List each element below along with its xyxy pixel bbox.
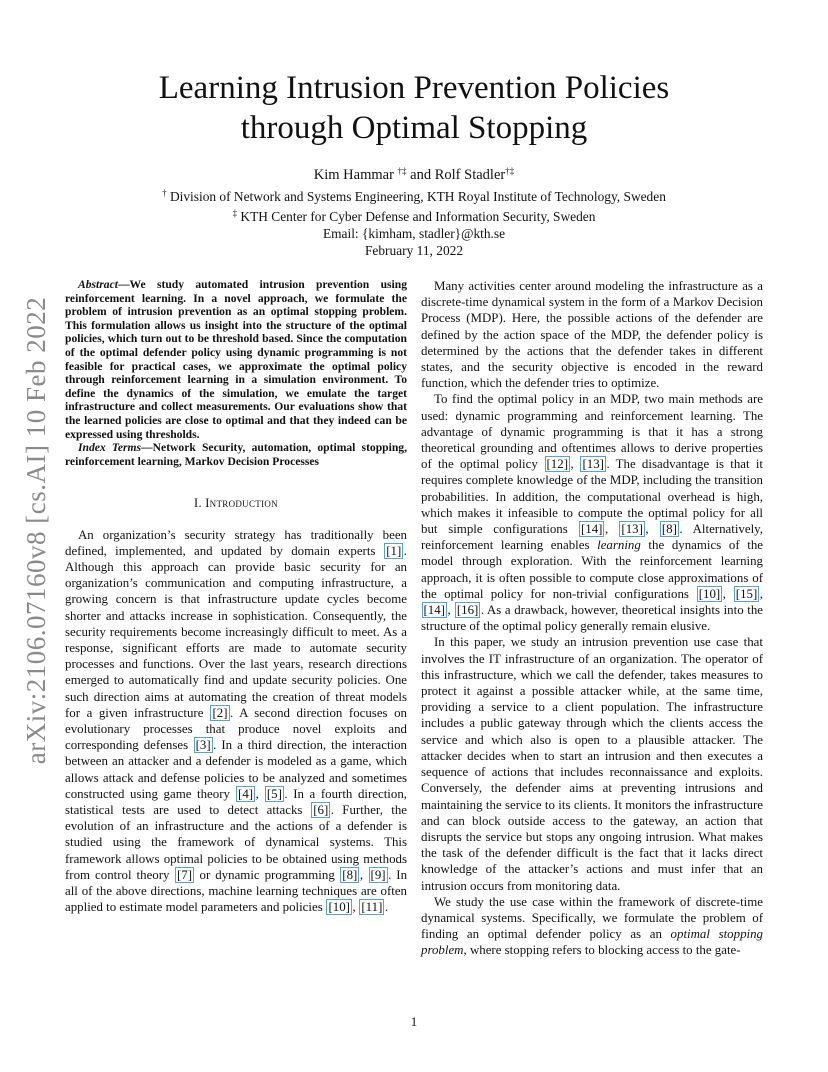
author-line bbox=[66, 162, 762, 185]
section-heading-introduction bbox=[65, 495, 407, 511]
citation-link[interactable]: [7] bbox=[176, 867, 193, 882]
text-run: , bbox=[352, 900, 359, 915]
intro-paragraph-5 bbox=[421, 894, 763, 959]
affiliation-1 bbox=[66, 185, 762, 205]
author-block bbox=[66, 162, 762, 259]
section-title: Introduction bbox=[205, 496, 278, 511]
text-run: To find the optimal policy in an MDP, two main methods are used: dynamic programming and reinforcement learning. The advantage of dynamic programming is that it has a strong theoretical grounding and oftentimes allows to derive properties of the optimal policy bbox=[421, 392, 763, 472]
citation-link[interactable]: [1] bbox=[386, 543, 402, 558]
text-run: , bbox=[759, 586, 764, 601]
text-run: . Further, the evolution of an infrastructure and the actions of a defender is studied using the framework of dynamical systems. This framework allows optimal policies to be obtained using methods from control theory bbox=[65, 802, 407, 882]
intro-paragraph-3 bbox=[421, 391, 763, 634]
citation-link[interactable]: [12] bbox=[546, 457, 568, 472]
author-conjunction: and bbox=[410, 167, 435, 183]
affiliation-2-mark: ‡ bbox=[232, 208, 238, 218]
paper-title-line-2: through Optimal Stopping bbox=[240, 110, 588, 146]
text-run: . Alternatively, reinforcement learning enables bbox=[421, 522, 763, 553]
text-run: . In all of the above directions, machine learning techniques are often applied to estimate model parameters and policies bbox=[65, 867, 408, 915]
affiliation-2 bbox=[66, 205, 762, 225]
emphasis-learning: learning bbox=[597, 538, 641, 553]
left-column bbox=[65, 278, 407, 915]
emphasis-optimal-stopping: optimal stopping problem bbox=[421, 927, 763, 958]
arxiv-identifier-text: arXiv:2106.07160v8 [cs.AI] 10 Feb 2022 bbox=[21, 296, 52, 764]
text-run: . The disadvantage is that it requires complete knowledge of the MDP, including the transition probabilities. In addition, the computational overhead is high, which makes it infeasible to compute the optimal policy for all but simple configurations bbox=[421, 457, 763, 537]
intro-paragraph-4: In this paper, we study an intrusion prevention use case that involves the IT infrastructure of an organization. The operator of this infrastructure, which we call the defender, takes measures to protect it against a possible attacker while, at the same time, providing a service to a client population. The infrastructure includes a public gateway through which the clients access the service and which also is open to a plausible attacker. The attacker decides when to start an intrusion and then executes a sequence of actions that includes reconnaissance and exploits. Conversely, the defender aims at preventing intrusions and maintaining the service to its clients. It monitors the infrastructure and can block outside access to the gateway, an action that disrupts the service but stops any ongoing intrusion. What makes the task of the defender difficult is the fact that it lacks direct knowledge of the attacker’s actions and must infer that an intrusion occurs from monitoring data. bbox=[421, 635, 763, 893]
abstract-label: Abstract bbox=[78, 278, 118, 291]
citation-link[interactable]: [14] bbox=[423, 603, 445, 618]
text-run: . Although this approach can provide basic security for an organization’s communication and computing infrastructure, a growing concern is that infrastructure update cycles become shorter and attacks increase in sophistication. Consequently, the security requirements become increasingly difficult to meet. As a response, significant efforts are made to automate security processes and functions. Over the last years, research directions emerged to automatically find and update security policies. One such direction aims at automating the creation of threat models for a given infrastructure bbox=[65, 543, 407, 720]
text-run: , bbox=[447, 603, 455, 618]
email-line: Email: {kimham, stadler}@kth.se bbox=[322, 226, 506, 241]
citation-link[interactable]: [2] bbox=[212, 705, 228, 720]
intro-paragraph-1 bbox=[65, 527, 407, 916]
citation-link[interactable]: [13] bbox=[621, 522, 643, 537]
affiliation-2-text: KTH Center for Cyber Defense and Information Security, Sweden bbox=[237, 209, 596, 224]
text-run: the dynamics of the model through exploration. With the reinforcement learning approach, it is often possible to compute close approximations of the optimal policy for non-trivial configurations bbox=[421, 538, 763, 601]
author-2: Rolf Stadler bbox=[434, 167, 506, 183]
citation-link[interactable]: [13] bbox=[582, 457, 604, 472]
citation-link[interactable]: [3] bbox=[195, 738, 211, 753]
author-1: Kim Hammar bbox=[313, 167, 394, 183]
citation-link[interactable]: [10] bbox=[328, 900, 350, 915]
paper-title bbox=[66, 68, 762, 148]
text-run: . bbox=[384, 900, 389, 915]
text-run: , bbox=[255, 786, 265, 801]
citation-link[interactable]: [11] bbox=[361, 900, 383, 915]
citation-link[interactable]: [9] bbox=[370, 867, 386, 882]
text-run: . In a third direction, the interaction between an attacker and a defender is modeled as a game, which allows attack and defense policies to be analyzed and sometimes constructed using game theory bbox=[65, 738, 407, 801]
citation-link[interactable]: [16] bbox=[456, 603, 479, 618]
page-number: 1 bbox=[410, 1014, 418, 1029]
index-terms-text: —Network Security, automation, optimal stopping, reinforcement learning, Markov Decision Processes bbox=[65, 441, 407, 468]
text-run: , bbox=[604, 522, 619, 537]
intro-paragraph-2: Many activities center around modeling the infrastructure as a discrete-time dynamical system in the form of a Markov Decision Process (MDP). Here, the possible actions of the defender are defined by the action space of the MDP, the defender policy is determined by the actions that the defender takes in different states, and the security objective is encoded in the reward function, which the defender tries to optimize. bbox=[421, 279, 763, 391]
text-run: , bbox=[645, 522, 660, 537]
citation-link[interactable]: [8] bbox=[661, 522, 677, 537]
text-run: , bbox=[359, 867, 369, 882]
text-run: , bbox=[722, 586, 734, 601]
citation-link[interactable]: [14] bbox=[580, 522, 603, 537]
author-1-affiliation-marks: †‡ bbox=[397, 166, 407, 176]
citation-link[interactable]: [6] bbox=[313, 802, 329, 817]
text-run: , bbox=[570, 457, 580, 472]
date-line: February 11, 2022 bbox=[364, 243, 464, 258]
text-run: , where stopping refers to blocking access to the gate- bbox=[463, 943, 741, 958]
citation-link[interactable]: [10] bbox=[698, 586, 721, 601]
affiliation-1-text: Division of Network and Systems Engineering, KTH Royal Institute of Technology, Sweden bbox=[166, 189, 666, 204]
author-2-affiliation-marks: †‡ bbox=[505, 166, 515, 176]
right-column bbox=[421, 278, 763, 959]
text-run: . A second direction focuses on evolutionary processes that produce novel exploits and corresponding defenses bbox=[65, 705, 407, 753]
section-number: I. bbox=[194, 496, 206, 511]
arxiv-identifier bbox=[20, 295, 54, 765]
citation-link[interactable]: [5] bbox=[266, 786, 282, 801]
index-terms-label: Index Terms bbox=[78, 441, 142, 455]
text-run: An organization’s security strategy has traditionally been defined, implemented, and updated by domain experts bbox=[65, 527, 407, 558]
affiliation-1-mark: † bbox=[162, 188, 167, 198]
index-terms bbox=[65, 441, 407, 468]
text-run: We study the use case within the framework of discrete-time dynamical systems. Specifically, we formulate the problem of finding an optimal defender policy as an bbox=[421, 894, 763, 942]
citation-link[interactable]: [15] bbox=[735, 586, 758, 601]
paper-title-line-1: Learning Intrusion Prevention Policies bbox=[158, 70, 670, 106]
citation-link[interactable]: [8] bbox=[342, 867, 358, 882]
text-run: . In a fourth direction, statistical tests are used to detect attacks bbox=[65, 786, 407, 817]
abstract-text: —We study automated intrusion prevention using reinforcement learning. In a novel approach, we formulate the problem of intrusion prevention as an optimal stopping problem. This formulation allows us insight into the structure of the optimal policies, which turn out to be threshold based. Since the computation of the optimal defender policy using dynamic programming is not feasible for practical cases, we approximate the optimal policy through reinforcement learning in a simulation environment. To define the dynamics of the simulation, we emulate the target infrastructure and collect measurements. Our evaluations show that the learned policies are close to optimal and that they indeed can be expressed using thresholds. bbox=[65, 278, 407, 441]
abstract bbox=[65, 278, 407, 441]
citation-link[interactable]: [4] bbox=[238, 786, 254, 801]
text-run: or dynamic programming bbox=[194, 867, 340, 882]
text-run: . As a drawback, however, theoretical insights into the structure of the optimal policy generally remain elusive. bbox=[421, 603, 763, 634]
